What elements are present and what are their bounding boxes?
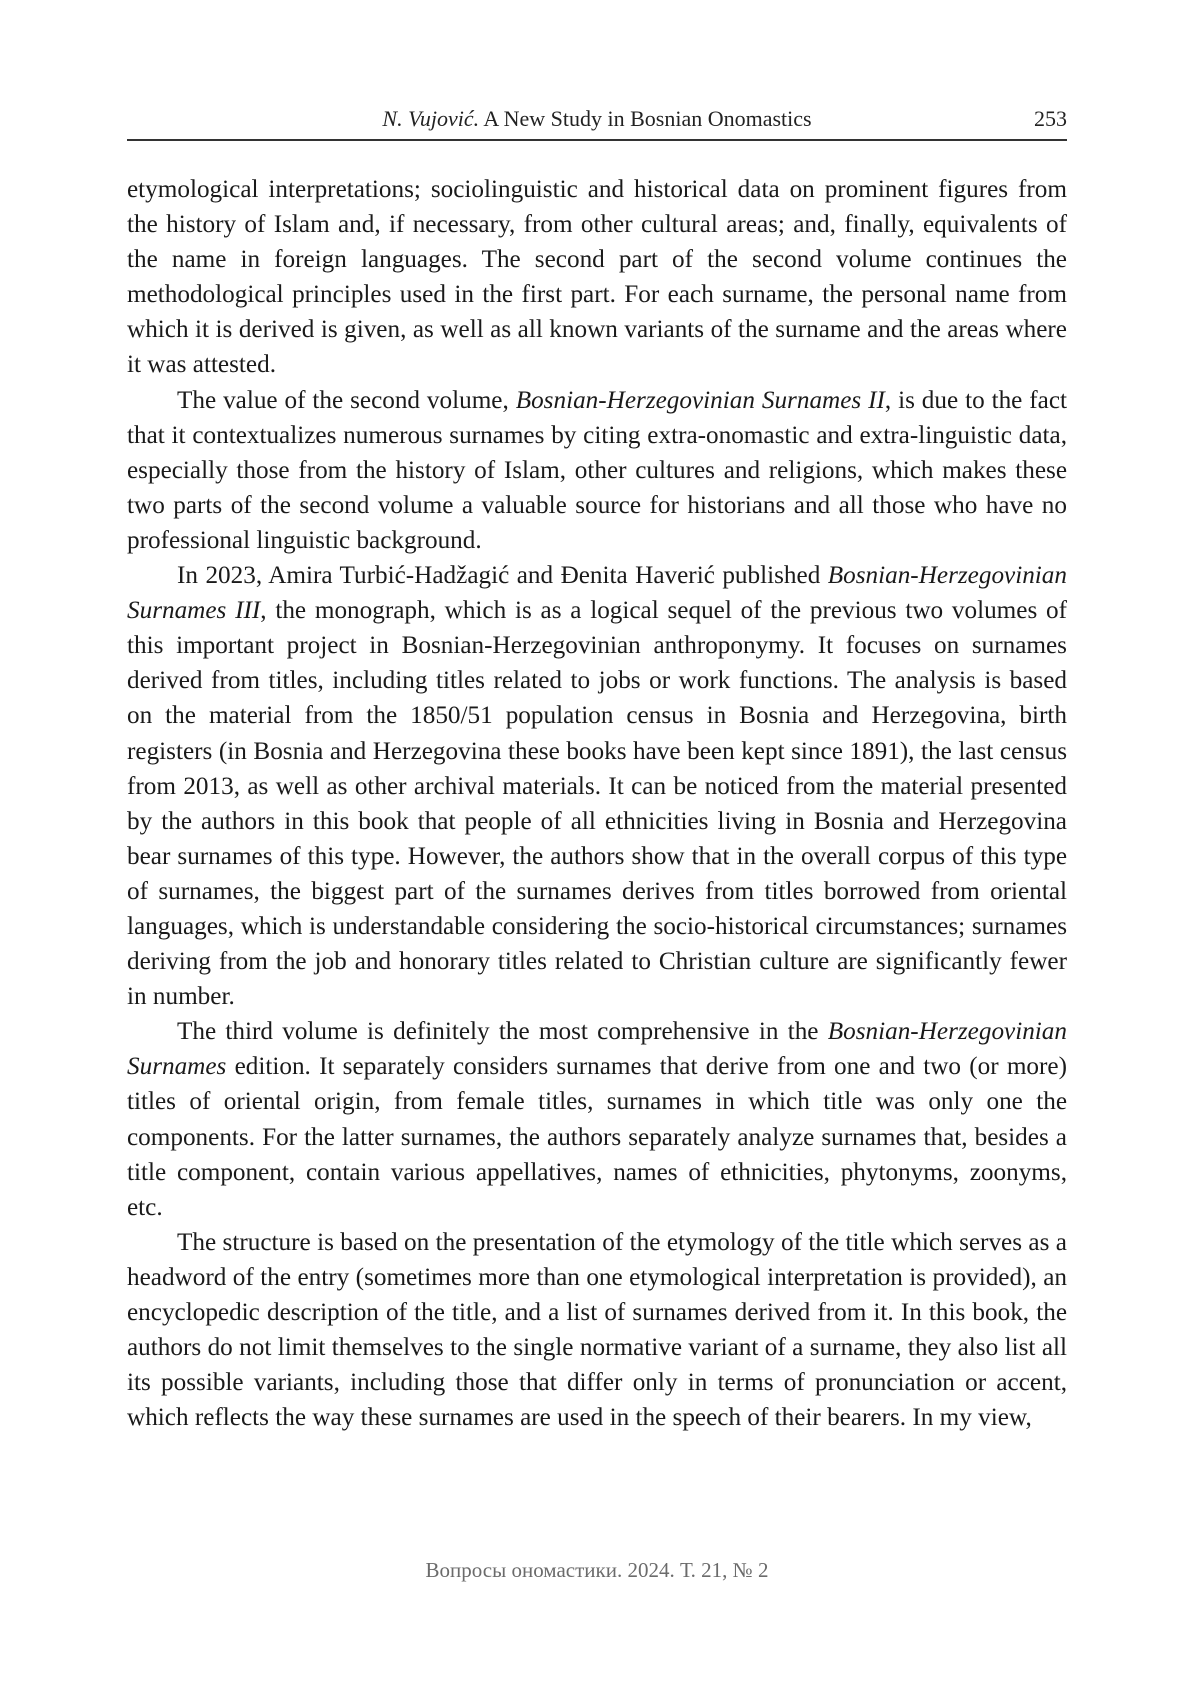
text-run: The third volume is definitely the most comprehensive in the (177, 1018, 828, 1046)
running-header (127, 104, 1067, 134)
paragraph (127, 1225, 1067, 1436)
italic-title: Bosnian-Herzegovinian Surnames III (127, 562, 1067, 625)
paragraph (127, 1014, 1067, 1225)
text-run: , the monograph, which is as a logical sequel of the previous two volumes of this important project in Bosnian-Herzegovinian anthroponymy. It focuses on surnames derived from titles, including titles related to jobs or work functions. The analysis is based on the material from the 1850/51 population census in Bosnia and Herzegovina, birth registers (in Bosnia and Herzegovina these books have been kept since 1891), the last census from 2013, as well as other archival materials. It can be noticed from the material presented by the authors in this book that people of all ethnicities living in Bosnia and Herzegovina bear surnames of this type. However, the authors show that in the overall corpus of this type of surnames, the biggest part of the surnames derives from titles borrowed from oriental languages, which is understandable considering the socio-historical circumstances; surnames deriving from the job and honorary titles related to Christian culture are significantly fewer in number. (127, 597, 1067, 1011)
paragraph (127, 558, 1067, 1014)
italic-title: Bosnian-Herzegovinian Surnames II (515, 386, 885, 414)
text-run: The value of the second volume, (177, 386, 516, 414)
header-divider (127, 139, 1067, 141)
article-body (127, 172, 1067, 1435)
header-author: N. Vujović. (382, 106, 480, 131)
text-run: , is due to the fact that it contextualizes numerous surnames by citing extra-onomastic and extra-linguistic data, especially those from the history of Islam, other cultures and religions, which makes these two parts of the second volume a valuable source for historians and all those who have no professional linguistic background. (127, 386, 1067, 554)
page-number: 253 (1034, 106, 1067, 131)
text-run: edition. It separately considers surnames that derive from one and two (or more) titles of oriental origin, from female titles, surnames in which title was only one the components. For the latter surnames, the authors separately analyze surnames that, besides a title component, contain various appellatives, names of ethnicities, phytonyms, zoonyms, etc. (127, 1053, 1067, 1221)
text-run: In 2023, Amira Turbić-Hadžagić and Đenita Haverić published (177, 562, 828, 590)
paragraph (127, 172, 1067, 383)
text-run: The structure is based on the presentation of the etymology of the title which serves as a headword of the entry (sometimes more than one etymological interpretation is provided), an encyclopedic description of the title, and a list of surnames derived from it. In this book, the authors do not limit themselves to the single normative variant of a surname, they also list all its possible variants, including those that differ only in terms of pronunciation or accent, which reflects the way these surnames are used in the speech of their bearers. In my view, (127, 1228, 1067, 1432)
journal-footer: Вопросы ономастики. 2024. Т. 21, № 2 (425, 1558, 769, 1582)
text-run: etymological interpretations; sociolinguistic and historical data on prominent figures from the history of Islam and, if necessary, from other cultural areas; and, finally, equivalents of the name in foreign languages. The second part of the second volume continues the methodological principles used in the first part. For each surname, the personal name from which it is derived is given, as well as all known variants of the surname and the areas where it was attested. (127, 176, 1067, 379)
italic-title: Bosnian-Herzegovinian Surnames (127, 1018, 1067, 1081)
paragraph (127, 383, 1067, 558)
running-title (127, 104, 1067, 134)
header-article-title: A New Study in Bosnian Onomastics (479, 106, 812, 131)
